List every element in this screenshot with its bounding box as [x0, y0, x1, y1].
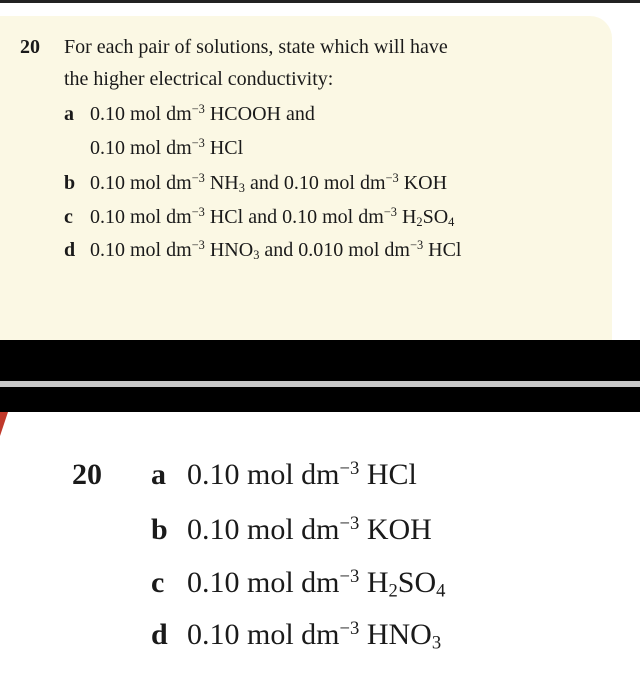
divider-line	[0, 381, 640, 387]
answer-c: 0.10 mol $dm^{-3}$ $H_2SO_4$	[187, 565, 446, 602]
part-a-line-2: 0.10 mol $dm^{-3}$ HCl	[90, 136, 244, 159]
part-d-line: 0.10 mol $dm^{-3}$ $HNO_3$ and 0.010 mol $dm^{-3}$ HCl	[90, 238, 462, 263]
question-stem-line-1: For each pair of solutions, state which will have	[64, 36, 448, 58]
part-a-line-1: 0.10 mol $dm^{-3}$ HCOOH and	[90, 102, 315, 125]
top-border-line	[0, 0, 640, 3]
answer-c-letter: c	[151, 566, 165, 599]
answer-b: 0.10 mol $dm^{-3}$ KOH	[187, 512, 432, 546]
part-c-letter: c	[64, 206, 73, 228]
answer-a: 0.10 mol $dm^{-3}$ HCl	[187, 457, 417, 491]
answer-d: 0.10 mol $dm^{-3}$ $HNO_3$	[187, 617, 442, 654]
answer-a-letter: a	[151, 458, 166, 491]
part-d-letter: d	[64, 239, 76, 261]
red-corner-mark	[0, 412, 8, 436]
part-c-line: 0.10 mol $dm^{-3}$ HCl and 0.10 mol $dm^{-3}$ $H_2SO_4$	[90, 205, 455, 230]
question-stem-line-2: the higher electrical conductivity:	[64, 68, 334, 90]
answer-number: 20	[72, 458, 102, 491]
answer-d-letter: d	[151, 618, 168, 651]
part-b-line: 0.10 mol $dm^{-3}$ $NH_3$ and 0.10 mol $dm^{-3}$ KOH	[90, 171, 448, 196]
part-a-letter: a	[64, 103, 74, 125]
answer-b-letter: b	[151, 513, 168, 546]
part-b-letter: b	[64, 172, 76, 194]
question-number: 20	[20, 36, 40, 58]
